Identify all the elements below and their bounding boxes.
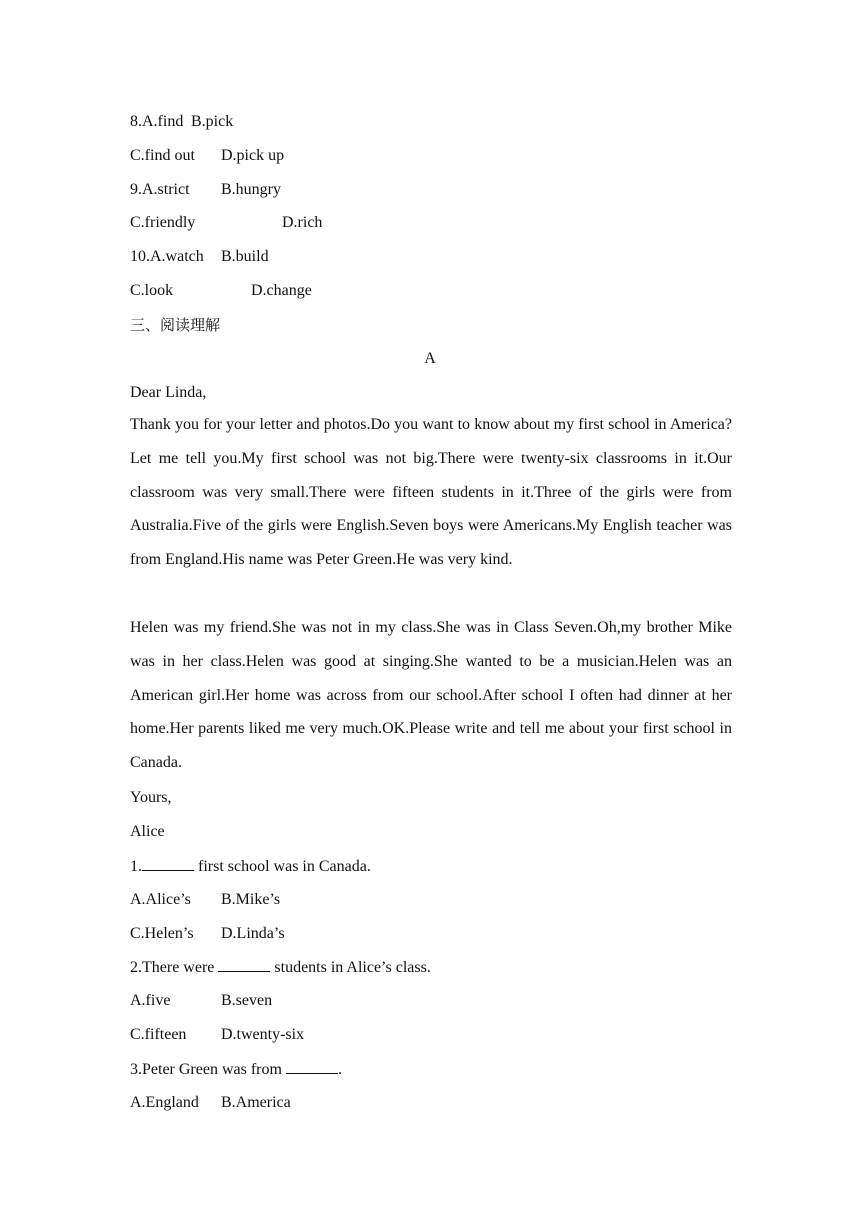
q8-option-a: 8.A.find xyxy=(130,113,184,130)
q9-option-d: D.rich xyxy=(282,214,323,231)
question-1-option-d: D.Linda’s xyxy=(221,925,285,942)
question-1-prefix: 1. xyxy=(130,858,142,875)
q10-option-c: C.look xyxy=(130,282,174,299)
letter-paragraph-2: Helen was my friend.She was not in my class.She was in Class Seven.Oh,my brother Mike was in her class.Helen was good at singing.She wanted to be a musician.Helen was an American girl.Her home was across from our school.After school I often had dinner at her home.Her parents liked me very much.OK.Please write and tell me about your first school in Canada. xyxy=(130,619,732,772)
question-2-prefix: 2.There were xyxy=(130,959,219,976)
q10-option-a: 10.A.watch xyxy=(130,248,204,265)
passage-label: A xyxy=(424,350,436,367)
q9-option-a: 9.A.strict xyxy=(130,181,190,198)
answer-blank xyxy=(218,955,270,972)
question-2-option-d: D.twenty-six xyxy=(221,1026,305,1043)
answer-blank xyxy=(286,1057,338,1074)
q10-option-d: D.change xyxy=(251,282,312,299)
q9-option-b: B.hungry xyxy=(221,181,281,198)
q8-option-c: C.find out xyxy=(130,147,195,164)
question-3-option-a: A.England xyxy=(130,1094,199,1111)
question-3-prefix: 3.Peter Green was from xyxy=(130,1061,286,1078)
question-3-suffix: . xyxy=(337,1061,342,1078)
letter-closing: Yours, xyxy=(130,789,172,806)
question-3-option-b: B.America xyxy=(221,1094,291,1111)
question-1-stem xyxy=(130,854,371,878)
question-3-stem xyxy=(130,1057,342,1081)
letter-greeting: Dear Linda, xyxy=(130,384,207,401)
letter-paragraph-1: Thank you for your letter and photos.Do you want to know about my first school in America? Let me tell you.My first school was not big.There were twenty-six classrooms in it.Our classroom was very small.There were fifteen students in it.Three of the girls were from Australia.Five of the girls were English.Seven boys were Americans.My English teacher was from England.His name was Peter Green.He was very kind. xyxy=(130,416,732,569)
question-1-suffix: first school was in Canada. xyxy=(194,858,371,875)
letter-signature: Alice xyxy=(130,823,165,840)
section-heading: 三、阅读理解 xyxy=(130,316,221,334)
q8-option-b: B.pick xyxy=(191,113,234,130)
question-1-option-a: A.Alice’s xyxy=(130,891,191,908)
question-2-option-b: B.seven xyxy=(221,992,273,1009)
question-1-option-b: B.Mike’s xyxy=(221,891,281,908)
question-2-option-a: A.five xyxy=(130,992,171,1009)
question-1-option-c: C.Helen’s xyxy=(130,925,194,942)
question-2-suffix: students in Alice’s class. xyxy=(270,959,431,976)
q9-option-c: C.friendly xyxy=(130,214,196,231)
question-2-option-c: C.fifteen xyxy=(130,1026,187,1043)
question-2-stem xyxy=(130,955,431,979)
answer-blank xyxy=(142,854,194,871)
q8-option-d: D.pick up xyxy=(221,147,285,164)
q10-option-b: B.build xyxy=(221,248,269,265)
